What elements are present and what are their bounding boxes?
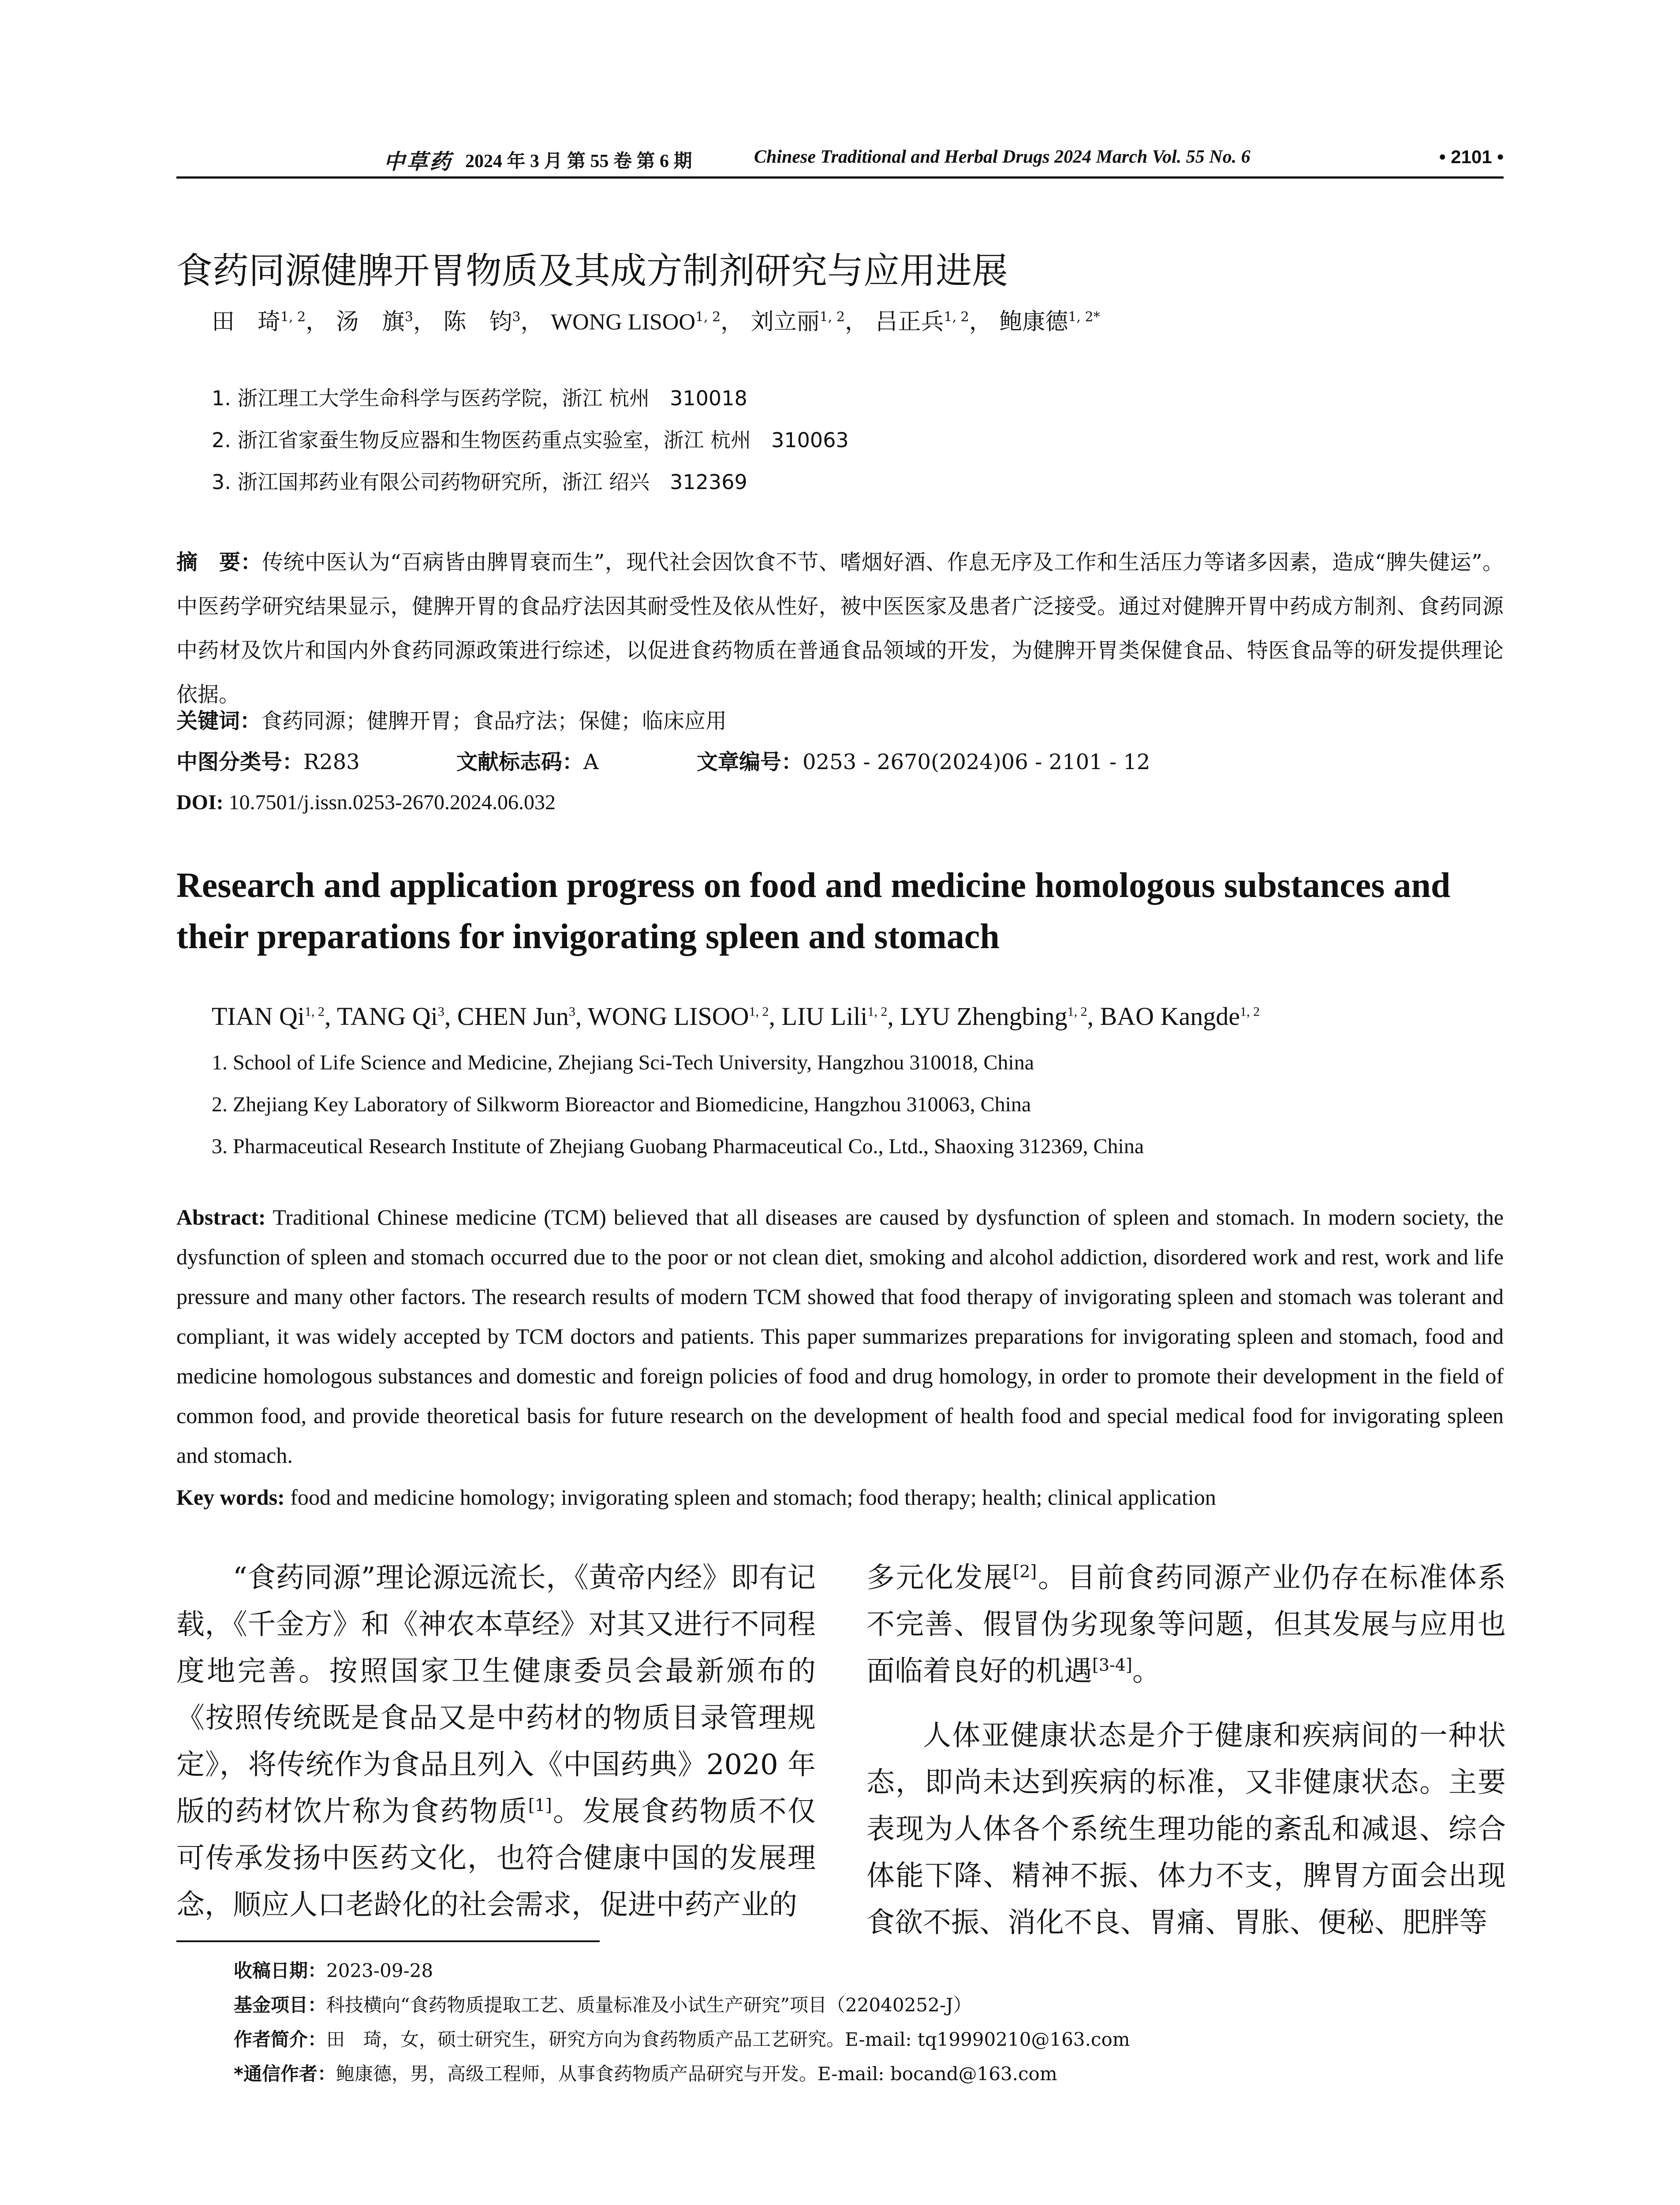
- body-text: 。发展食药物质不仅可传承发扬中医药文化，也符合健康中国的发展理念，顺应人口老龄化的社会需求，促进中药产业的: [176, 1795, 816, 1921]
- footnote-rule: [176, 1940, 600, 1942]
- footnotes: [234, 1954, 1504, 2091]
- author-affil-sup: 1, 2: [280, 309, 306, 325]
- doc-code-value: A: [583, 750, 599, 774]
- author-affil-sup: 1, 2*: [1068, 309, 1100, 325]
- doi-value: 10.7501/j.issn.0253-2670.2024.06.032: [228, 791, 556, 814]
- citation: [1]: [528, 1795, 552, 1815]
- body-paragraph: [176, 1555, 816, 1928]
- abstract-en-text: Traditional Chinese medicine (TCM) believed that all diseases are caused by dysfunction of spleen and stomach. In modern society, the dysfunction of spleen and stomach occurred due to the poor or not clean diet, smoking and alcohol addiction, disordered work and rest, work and life pressure and many other factors. The research results of modern TCM showed that food therapy of invigorating spleen and stomach was tolerant and compliant, it was widely accepted by TCM doctors and patients. This paper summarizes preparations for invigorating spleen and stomach, food and medicine homologous substances and domestic and foreign policies of food and drug homology, in order to promote their development in the field of common food, and provide theoretical basis for future research on the development of health food and special medical food for invigorating spleen and stomach.: [176, 1205, 1504, 1468]
- body-paragraph: [866, 1555, 1506, 1695]
- clc-label: 中图分类号：: [176, 750, 304, 774]
- keywords-cn-label: 关键词：: [176, 709, 261, 733]
- author-affil-sup: 1, 2: [1239, 1004, 1260, 1019]
- author-en: TANG Qi: [336, 1002, 438, 1031]
- footnote-label: 作者简介：: [234, 2029, 327, 2050]
- journal-logo: 中草药: [384, 150, 453, 174]
- affiliation-cn-1: 1. 浙江理工大学生命科学与医药学院，浙江 杭州 310018: [212, 386, 747, 410]
- author-en: CHEN Jun: [457, 1002, 569, 1031]
- keywords-cn-text: 食药同源；健脾开胃；食品疗法；保健；临床应用: [261, 709, 727, 733]
- footnote-received: [234, 1954, 1504, 1988]
- doi-label: DOI:: [176, 791, 224, 814]
- author-cn: 吕正兵: [875, 309, 944, 335]
- document-code: [456, 744, 599, 780]
- doc-code-label: 文献标志码：: [456, 750, 584, 774]
- keywords-en: [176, 1480, 1504, 1515]
- authors-en: TIAN Qi$^{1, 2}$, TANG Qi$^3$, CHEN Jun$^3$, WONG LISOO$^{1, 2}$, LIU Lili$^{1, 2}$, LYU Zhengbing$^{1, 2}$, BAO Kangde$^{1, 2}$: [212, 1002, 1260, 1031]
- affiliation-cn-2: 2. 浙江省家蚕生物反应器和生物医药重点实验室，浙江 杭州 310063: [212, 428, 849, 452]
- author-en: WONG LISOO: [587, 1002, 749, 1031]
- author-affil-sup: 1, 2: [867, 1004, 888, 1019]
- body-text: “食药同源”理论源远流长，《黄帝内经》即有记载，《千金方》和《神农本草经》对其又进行不同程度地完善。按照国家卫生健康委员会最新颁布的《按照传统既是食品又是中药材的物质目录管理规定》，将传统作为食品且列入《中国药典》2020 年版的药材饮片称为食药物质: [176, 1562, 816, 1828]
- body-text: 多元化发展: [866, 1562, 1013, 1594]
- body-paragraph: 人体亚健康状态是介于健康和疾病间的一种状态，即尚未达到疾病的标准，又非健康状态。主要表现为人体各个系统生理功能的紊乱和减退、综合体能下降、精神不振、体力不支，脾胃方面会出现食欲不振、消化不良、胃痛、胃胀、便秘、肥胖等: [866, 1719, 1506, 1939]
- page-number: • 2101 •: [1439, 146, 1504, 167]
- author-cn: 陈 钧: [443, 309, 512, 335]
- body-column-right: [866, 1555, 1506, 1946]
- author-cn: 刘立丽: [750, 309, 820, 335]
- author-cn: WONG LISOO: [551, 310, 695, 335]
- affiliation-cn-3: 3. 浙江国邦药业有限公司药物研究所，浙江 绍兴 312369: [212, 470, 747, 494]
- author-affil-sup: 1, 2: [1067, 1004, 1087, 1019]
- doi: [176, 785, 1504, 820]
- footnote-label: *通信作者：: [234, 2063, 336, 2085]
- affiliation-en-3: 3. Pharmaceutical Research Institute of Zhejiang Guobang Pharmaceutical Co., Ltd., Shaoxing 312369, China: [212, 1135, 1144, 1158]
- footnote-corresponding: [234, 2057, 1504, 2091]
- author-affil-sup: 3: [512, 309, 521, 325]
- author-en: BAO Kangde: [1100, 1002, 1240, 1031]
- footnote-funding: [234, 1988, 1504, 2022]
- clc-number: [176, 744, 360, 780]
- author-affil-sup: 1, 2: [749, 1004, 769, 1019]
- author-cn: 鲍康德: [999, 309, 1068, 335]
- article-number: [697, 744, 1150, 780]
- abstract-en-label: Abstract:: [176, 1205, 266, 1230]
- author-affil-sup: 3: [404, 309, 413, 325]
- abstract-cn-label: 摘 要：: [176, 550, 262, 575]
- clc-value: R283: [303, 750, 360, 774]
- title-en: Research and application progress on food and medicine homologous substances and their preparations for invigorating spleen and stomach: [176, 866, 1451, 956]
- footnote-text: 2023-09-28: [326, 1960, 433, 1981]
- running-header: [176, 142, 1504, 177]
- author-affil-sup: 1, 2: [695, 309, 721, 325]
- citation: [2]: [1013, 1562, 1037, 1581]
- authors-cn: 田 琦$^{1, 2}$， 汤 旗$^3$， 陈 钧$^3$， WONG LISOO$^{1, 2}$， 刘立丽$^{1, 2}$， 吕正兵$^{1, 2}$， 鲍康德$^{1, 2*}$: [212, 309, 1100, 335]
- author-en: TIAN Qi: [212, 1002, 305, 1031]
- citation: [3-4]: [1092, 1655, 1132, 1675]
- keywords-en-label: Key words:: [176, 1485, 285, 1510]
- header-rule: [176, 176, 1504, 179]
- author-affil-sup: 3: [437, 1004, 444, 1019]
- author-cn: 田 琦: [212, 309, 281, 335]
- issue-info-en: Chinese Traditional and Herbal Drugs 2024 March Vol. 55 No. 6: [754, 147, 1251, 167]
- footnote-text: 科技横向“食药物质提取工艺、质量标准及小试生产研究”项目（22040252-J）: [326, 1994, 972, 2016]
- article-number-label: 文章编号：: [697, 750, 803, 774]
- author-affil-sup: 1, 2: [944, 309, 969, 325]
- issue-info-cn: 2024 年 3 月 第 55 卷 第 6 期: [465, 151, 692, 172]
- author-affil-sup: 1, 2: [819, 309, 845, 325]
- body-text: 。目前食药同源产业仍存在标准体系不完善、假冒伪劣现象等问题，但其发展与应用也面临着良好的机遇: [866, 1562, 1506, 1688]
- body-text: 。: [1132, 1655, 1161, 1688]
- author-affil-sup: 3: [568, 1004, 575, 1019]
- footnote-text: 田 琦，女，硕士研究生，研究方向为食药物质产品工艺研究。E-mail: tq19990210@163.com: [326, 2029, 1130, 2050]
- keywords-en-text: food and medicine homology; invigorating spleen and stomach; food therapy; health; clinical application: [290, 1485, 1216, 1510]
- footnote-label: 收稿日期：: [234, 1960, 327, 1981]
- author-en: LYU Zhengbing: [900, 1002, 1068, 1031]
- footnote-text: 鲍康德，男，高级工程师，从事食药物质产品研究与开发。E-mail: bocand@163.com: [336, 2063, 1057, 2085]
- affiliation-en-1: 1. School of Life Science and Medicine, Zhejiang Sci-Tech University, Hangzhou 310018, China: [212, 1051, 1034, 1074]
- author-affil-sup: 1, 2: [305, 1004, 325, 1019]
- affiliation-en-2: 2. Zhejiang Key Laboratory of Silkworm Bioreactor and Biomedicine, Hangzhou 310063, China: [212, 1093, 1031, 1116]
- author-en: LIU Lili: [781, 1002, 868, 1031]
- keywords-cn: [176, 703, 1504, 739]
- article-number-value: 0253 - 2670(2024)06 - 2101 - 12: [803, 750, 1150, 774]
- title-cn: 食药同源健脾开胃物质及其成方制剂研究与应用进展: [176, 250, 1008, 292]
- footnote-author-bio: [234, 2022, 1504, 2057]
- abstract-en: [176, 1197, 1504, 1475]
- abstract-cn: [176, 540, 1504, 717]
- abstract-cn-text: 传统中医认为“百病皆由脾胃衰而生”，现代社会因饮食不节、嗜烟好酒、作息无序及工作和生活压力等诸多因素，造成“脾失健运”。中医药学研究结果显示，健脾开胃的食品疗法因其耐受性及依从性好，被中医医家及患者广泛接受。通过对健脾开胃中药成方制剂、食药同源中药材及饮片和国内外食药同源政策进行综述，以促进食药物质在普通食品领域的开发，为健脾开胃类保健食品、特医食品等的研发提供理论依据。: [176, 550, 1504, 707]
- body-column-left: [176, 1555, 816, 1928]
- author-cn: 汤 旗: [336, 309, 405, 335]
- footnote-label: 基金项目：: [234, 1994, 327, 2016]
